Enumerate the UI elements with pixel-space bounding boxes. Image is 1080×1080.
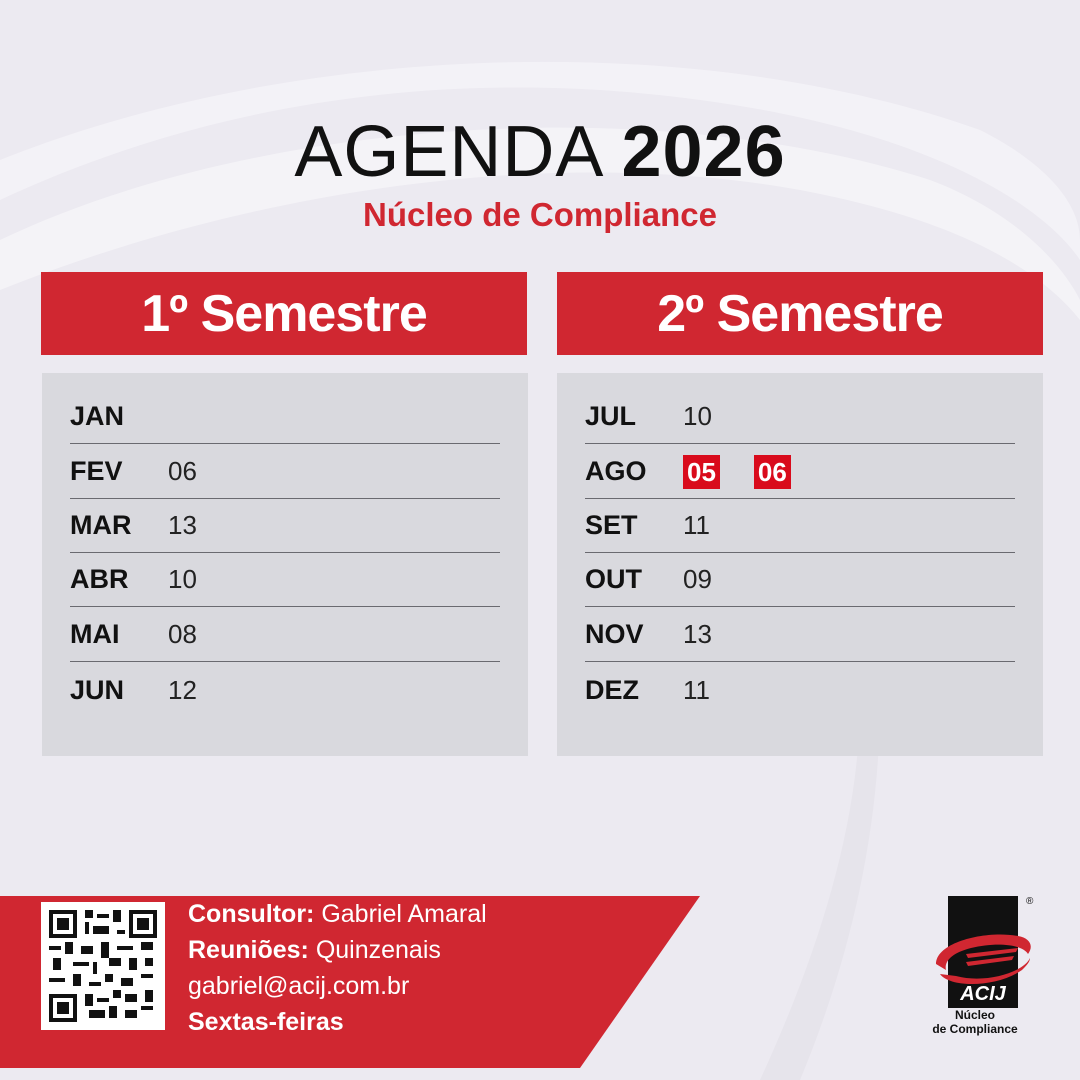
contact-info	[188, 896, 487, 1040]
logo-caption	[920, 1008, 1030, 1036]
month-label: JUN	[70, 674, 125, 705]
logo-caption-line1: Núcleo	[954, 1008, 995, 1022]
month-row	[70, 390, 500, 444]
month-label: MAI	[70, 619, 120, 649]
month-row	[70, 608, 500, 662]
month-label: JUL	[585, 401, 637, 431]
month-row	[585, 608, 1015, 662]
meeting-day: 13	[168, 510, 197, 540]
consultor-line	[188, 896, 487, 932]
month-label: ABR	[70, 564, 129, 594]
semester-1-panel	[42, 373, 528, 756]
meeting-day: 08	[168, 619, 197, 649]
registered-mark: ®	[1026, 896, 1034, 907]
month-row	[585, 499, 1015, 553]
reunioes-value: Quinzenais	[315, 936, 441, 964]
page-subtitle: Núcleo de Compliance	[363, 196, 717, 233]
highlighted-day: 05	[683, 455, 720, 489]
month-row	[585, 445, 1015, 499]
meeting-day: 11	[683, 510, 710, 540]
consultor-name: Gabriel Amaral	[321, 900, 487, 928]
month-label: DEZ	[585, 674, 639, 705]
month-label: NOV	[585, 619, 644, 649]
month-row	[585, 553, 1015, 607]
highlighted-day: 06	[754, 455, 791, 489]
meeting-day: 13	[683, 619, 712, 649]
meeting-day: 10	[683, 401, 712, 431]
month-row	[70, 499, 500, 553]
reunioes-label: Reuniões:	[188, 936, 309, 964]
page-title	[0, 112, 1080, 192]
weekday-line	[188, 1004, 487, 1040]
month-row	[70, 445, 500, 499]
semester-2-header: 2º Semestre	[557, 272, 1043, 355]
meeting-day: 09	[683, 564, 712, 594]
reunioes-line	[188, 932, 487, 968]
meeting-day: 06	[168, 456, 197, 486]
meeting-day: 12	[168, 674, 197, 705]
month-row	[585, 390, 1015, 444]
title-agenda: AGENDA	[294, 112, 601, 192]
email-link[interactable]: gabriel@acij.com.br	[188, 972, 410, 1000]
month-row	[70, 663, 500, 717]
month-row	[70, 553, 500, 607]
title-year: 2026	[621, 112, 786, 192]
meeting-day: 11	[683, 674, 710, 705]
semester-1-header: 1º Semestre	[41, 272, 527, 355]
month-label: MAR	[70, 510, 132, 540]
meeting-day: 10	[168, 564, 197, 594]
qr-code-icon[interactable]	[41, 902, 165, 1030]
consultor-label: Consultor:	[188, 900, 315, 928]
month-label: OUT	[585, 564, 642, 594]
month-label: FEV	[70, 456, 123, 486]
weekday-value: Sextas-feiras	[188, 1008, 344, 1036]
month-label: AGO	[585, 456, 647, 486]
semester-2-panel	[557, 373, 1043, 756]
month-row	[585, 663, 1015, 717]
logo-caption-line2: de Compliance	[932, 1022, 1018, 1036]
month-label: SET	[585, 510, 638, 540]
logo-text: ACIJ	[960, 983, 1006, 1005]
month-label: JAN	[70, 401, 125, 431]
